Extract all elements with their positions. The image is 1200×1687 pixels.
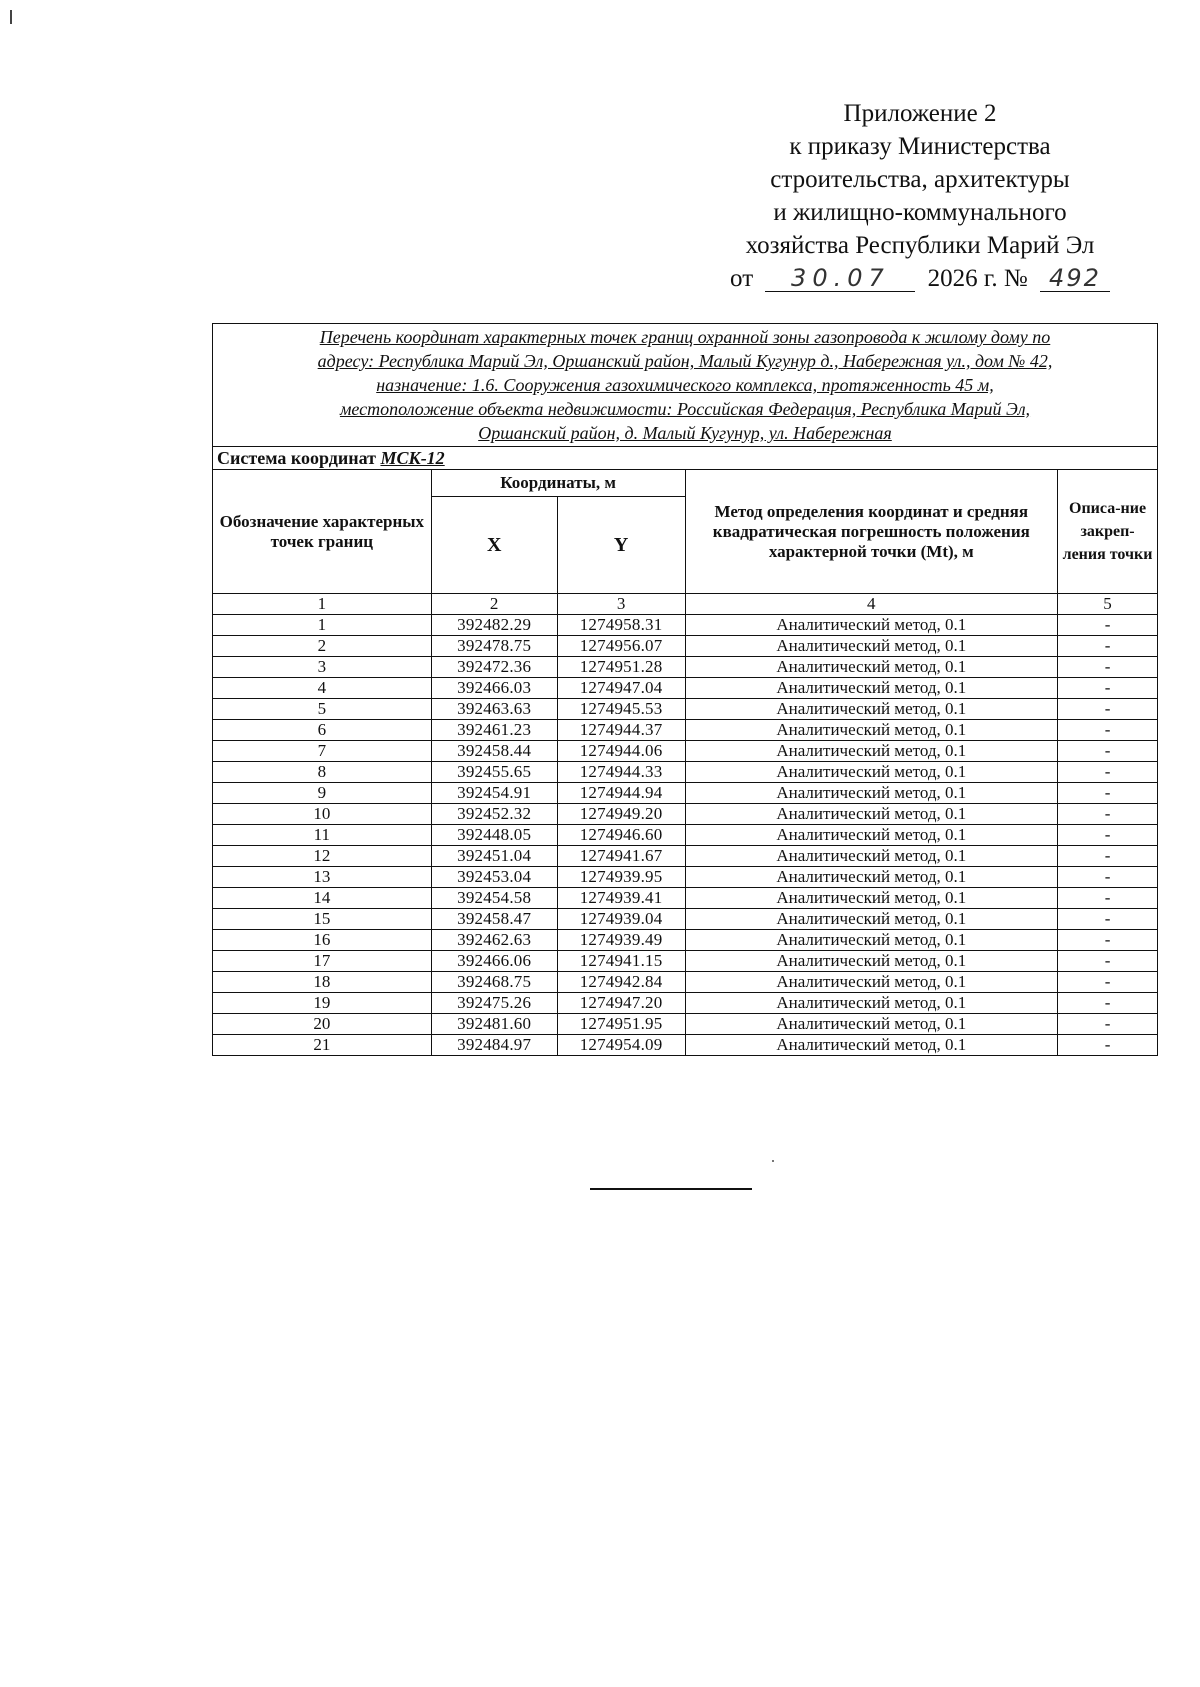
- description-cell: -: [1058, 741, 1158, 762]
- table-row: [213, 762, 1158, 783]
- point-cell: 8: [213, 762, 432, 783]
- x-cell: 392481.60: [431, 1014, 557, 1035]
- table-row: [213, 678, 1158, 699]
- description-cell: -: [1058, 972, 1158, 993]
- column-number-row: [213, 594, 1158, 615]
- method-cell: Аналитический метод, 0.1: [685, 867, 1058, 888]
- table-row: [213, 867, 1158, 888]
- point-cell: 15: [213, 909, 432, 930]
- table-title-line: Перечень координат характерных точек границ охранной зоны газопровода к жилому дому по: [319, 327, 1051, 347]
- x-cell: 392475.26: [431, 993, 557, 1014]
- appendix-line-4: и жилищно-коммунального: [773, 199, 1067, 226]
- coordinate-system: [213, 447, 1158, 470]
- x-cell: 392482.29: [431, 615, 557, 636]
- description-cell: -: [1058, 846, 1158, 867]
- description-cell: -: [1058, 930, 1158, 951]
- table-row: [213, 972, 1158, 993]
- y-cell: 1274946.60: [557, 825, 685, 846]
- description-cell: -: [1058, 762, 1158, 783]
- x-cell: 392453.04: [431, 867, 557, 888]
- table-row: [213, 636, 1158, 657]
- point-cell: 19: [213, 993, 432, 1014]
- description-cell: -: [1058, 699, 1158, 720]
- description-cell: -: [1058, 993, 1158, 1014]
- x-cell: 392468.75: [431, 972, 557, 993]
- point-cell: 2: [213, 636, 432, 657]
- table-title-line: местоположение объекта недвижимости: Российская Федерация, Республика Марий Эл,: [339, 399, 1031, 419]
- method-cell: Аналитический метод, 0.1: [685, 909, 1058, 930]
- header-y: Y: [557, 497, 685, 594]
- x-cell: 392451.04: [431, 846, 557, 867]
- method-cell: Аналитический метод, 0.1: [685, 972, 1058, 993]
- table-row: [213, 888, 1158, 909]
- x-cell: 392454.58: [431, 888, 557, 909]
- y-cell: 1274944.94: [557, 783, 685, 804]
- description-cell: -: [1058, 1035, 1158, 1056]
- method-cell: Аналитический метод, 0.1: [685, 699, 1058, 720]
- x-cell: 392472.36: [431, 657, 557, 678]
- scan-corner-mark: [10, 10, 12, 24]
- description-cell: -: [1058, 783, 1158, 804]
- coordinate-system-label: Система координат: [217, 448, 376, 468]
- appendix-line-2: к приказу Министерства: [789, 133, 1051, 160]
- y-cell: 1274949.20: [557, 804, 685, 825]
- y-cell: 1274939.95: [557, 867, 685, 888]
- description-cell: -: [1058, 825, 1158, 846]
- order-prefix: от: [730, 265, 754, 292]
- table-row: [213, 993, 1158, 1014]
- description-cell: -: [1058, 909, 1158, 930]
- point-cell: 13: [213, 867, 432, 888]
- coordinate-system-value: МСК-12: [380, 448, 445, 468]
- y-cell: 1274944.06: [557, 741, 685, 762]
- header-method: Метод определения координат и средняя квадратическая погрешность положения характерной точки (Mt), м: [685, 470, 1058, 594]
- x-cell: 392455.65: [431, 762, 557, 783]
- point-cell: 20: [213, 1014, 432, 1035]
- method-cell: Аналитический метод, 0.1: [685, 825, 1058, 846]
- description-cell: -: [1058, 657, 1158, 678]
- table-row: [213, 951, 1158, 972]
- x-cell: 392454.91: [431, 783, 557, 804]
- point-cell: 5: [213, 699, 432, 720]
- column-number: 4: [685, 594, 1058, 615]
- appendix-line-3: строительства, архитектуры: [770, 166, 1070, 193]
- table-row: [213, 741, 1158, 762]
- table-row: [213, 804, 1158, 825]
- closing-rule: [590, 1188, 752, 1190]
- scan-speck: [772, 1160, 774, 1162]
- table-row: [213, 846, 1158, 867]
- method-cell: Аналитический метод, 0.1: [685, 615, 1058, 636]
- x-cell: 392466.06: [431, 951, 557, 972]
- order-year-label: 2026 г. №: [927, 265, 1028, 292]
- method-cell: Аналитический метод, 0.1: [685, 783, 1058, 804]
- x-cell: 392484.97: [431, 1035, 557, 1056]
- table-row: [213, 930, 1158, 951]
- method-cell: Аналитический метод, 0.1: [685, 1035, 1058, 1056]
- table-row: [213, 783, 1158, 804]
- y-cell: 1274951.28: [557, 657, 685, 678]
- y-cell: 1274941.67: [557, 846, 685, 867]
- table-title-line: назначение: 1.6. Сооружения газохимического комплекса, протяженность 45 м,: [376, 375, 994, 395]
- method-cell: Аналитический метод, 0.1: [685, 678, 1058, 699]
- y-cell: 1274941.15: [557, 951, 685, 972]
- table-row: [213, 657, 1158, 678]
- x-cell: 392463.63: [431, 699, 557, 720]
- y-cell: 1274939.49: [557, 930, 685, 951]
- table-title: [213, 324, 1158, 447]
- description-cell: -: [1058, 615, 1158, 636]
- method-cell: Аналитический метод, 0.1: [685, 951, 1058, 972]
- order-number-handwritten: 492: [1040, 265, 1110, 292]
- column-number: 1: [213, 594, 432, 615]
- y-cell: 1274939.41: [557, 888, 685, 909]
- x-cell: 392461.23: [431, 720, 557, 741]
- description-cell: -: [1058, 1014, 1158, 1035]
- method-cell: Аналитический метод, 0.1: [685, 657, 1058, 678]
- method-cell: Аналитический метод, 0.1: [685, 636, 1058, 657]
- appendix-line-1: Приложение 2: [843, 100, 997, 127]
- description-cell: -: [1058, 867, 1158, 888]
- table-body: [213, 615, 1158, 1056]
- x-cell: 392458.44: [431, 741, 557, 762]
- method-cell: Аналитический метод, 0.1: [685, 720, 1058, 741]
- header-coordinates: Координаты, м: [431, 470, 685, 497]
- point-cell: 18: [213, 972, 432, 993]
- point-cell: 1: [213, 615, 432, 636]
- point-cell: 6: [213, 720, 432, 741]
- table-row: [213, 909, 1158, 930]
- x-cell: 392466.03: [431, 678, 557, 699]
- description-cell: -: [1058, 636, 1158, 657]
- method-cell: Аналитический метод, 0.1: [685, 930, 1058, 951]
- x-cell: 392458.47: [431, 909, 557, 930]
- header-x: X: [431, 497, 557, 594]
- point-cell: 12: [213, 846, 432, 867]
- y-cell: 1274939.04: [557, 909, 685, 930]
- table-row: [213, 825, 1158, 846]
- x-cell: 392462.63: [431, 930, 557, 951]
- header-description: Описа-ние закреп-ления точки: [1058, 470, 1158, 594]
- appendix-line-5: хозяйства Республики Марий Эл: [745, 232, 1095, 259]
- y-cell: 1274947.04: [557, 678, 685, 699]
- coordinates-table: [212, 323, 1158, 1056]
- description-cell: -: [1058, 804, 1158, 825]
- table-row: [213, 1014, 1158, 1035]
- point-cell: 14: [213, 888, 432, 909]
- point-cell: 11: [213, 825, 432, 846]
- point-cell: 9: [213, 783, 432, 804]
- y-cell: 1274956.07: [557, 636, 685, 657]
- table-title-line: Оршанский район, д. Малый Кугунур, ул. Набережная: [478, 423, 892, 443]
- column-number: 5: [1058, 594, 1158, 615]
- point-cell: 10: [213, 804, 432, 825]
- y-cell: 1274947.20: [557, 993, 685, 1014]
- appendix-header: [700, 97, 1140, 295]
- order-line: [700, 262, 1140, 295]
- method-cell: Аналитический метод, 0.1: [685, 1014, 1058, 1035]
- description-cell: -: [1058, 888, 1158, 909]
- x-cell: 392452.32: [431, 804, 557, 825]
- table-row: [213, 720, 1158, 741]
- y-cell: 1274958.31: [557, 615, 685, 636]
- method-cell: Аналитический метод, 0.1: [685, 741, 1058, 762]
- x-cell: 392478.75: [431, 636, 557, 657]
- header-designation: Обозначение характерных точек границ: [213, 470, 432, 594]
- point-cell: 16: [213, 930, 432, 951]
- table-row: [213, 1035, 1158, 1056]
- table-title-line: адресу: Республика Марий Эл, Оршанский район, Малый Кугунур д., Набережная ул., дом № 42,: [317, 351, 1053, 371]
- method-cell: Аналитический метод, 0.1: [685, 888, 1058, 909]
- column-number: 2: [431, 594, 557, 615]
- point-cell: 21: [213, 1035, 432, 1056]
- method-cell: Аналитический метод, 0.1: [685, 993, 1058, 1014]
- method-cell: Аналитический метод, 0.1: [685, 804, 1058, 825]
- table-row: [213, 615, 1158, 636]
- y-cell: 1274944.33: [557, 762, 685, 783]
- point-cell: 17: [213, 951, 432, 972]
- y-cell: 1274945.53: [557, 699, 685, 720]
- point-cell: 7: [213, 741, 432, 762]
- description-cell: -: [1058, 720, 1158, 741]
- order-date-handwritten: 30.07: [765, 265, 915, 292]
- column-number: 3: [557, 594, 685, 615]
- method-cell: Аналитический метод, 0.1: [685, 846, 1058, 867]
- y-cell: 1274954.09: [557, 1035, 685, 1056]
- description-cell: -: [1058, 951, 1158, 972]
- description-cell: -: [1058, 678, 1158, 699]
- point-cell: 3: [213, 657, 432, 678]
- y-cell: 1274951.95: [557, 1014, 685, 1035]
- x-cell: 392448.05: [431, 825, 557, 846]
- y-cell: 1274944.37: [557, 720, 685, 741]
- y-cell: 1274942.84: [557, 972, 685, 993]
- point-cell: 4: [213, 678, 432, 699]
- method-cell: Аналитический метод, 0.1: [685, 762, 1058, 783]
- table-row: [213, 699, 1158, 720]
